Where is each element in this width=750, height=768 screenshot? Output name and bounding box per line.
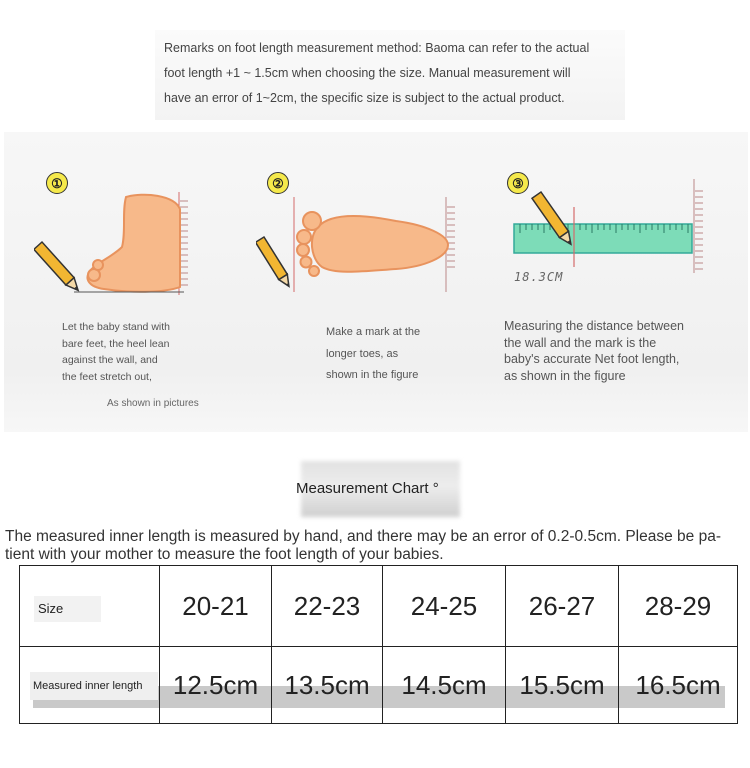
remarks-line-1: Remarks on foot length measurement method: Baoma can refer to the actual xyxy=(164,41,590,55)
length-label-cell xyxy=(20,647,160,724)
step-2-line-2: longer toes, as xyxy=(326,347,399,360)
size-value: 20-21 xyxy=(182,590,249,621)
chart-title: Measurement Chart ° xyxy=(296,480,439,497)
measurement-steps-panel xyxy=(4,132,748,432)
length-cell xyxy=(506,647,619,724)
size-value: 26-27 xyxy=(528,590,596,621)
size-value: 24-25 xyxy=(410,590,478,621)
step-2-badge: ② xyxy=(267,172,289,194)
size-cell xyxy=(506,566,619,647)
step-1-line-1: Let the baby stand with xyxy=(62,321,170,333)
step-1-badge: ① xyxy=(46,172,68,194)
ruler-reading: 18.3CM xyxy=(514,270,564,284)
size-cell xyxy=(272,566,383,647)
step-3-line-4: as shown in the figure xyxy=(504,368,626,383)
step-3-line-2: the wall and the mark is the xyxy=(504,335,657,350)
step-3-line-1: Measuring the distance between xyxy=(504,319,684,333)
length-cell xyxy=(160,647,272,724)
remarks-line-2: foot length +1 ~ 1.5cm when choosing the size. Manual measurement will xyxy=(164,66,571,80)
step-2-line-1: Make a mark at the xyxy=(326,326,421,338)
step-3-badge: ③ xyxy=(507,172,529,194)
length-value: 15.5cm xyxy=(519,669,605,700)
remarks-text xyxy=(164,36,624,111)
length-value: 16.5cm xyxy=(635,669,721,700)
step-2-text xyxy=(326,322,420,387)
length-cell xyxy=(619,647,738,724)
size-label: Size xyxy=(34,596,101,622)
step-1-line-3: against the wall, and xyxy=(62,354,158,366)
size-cell xyxy=(383,566,506,647)
step-1-caption: As shown in pictures xyxy=(107,398,199,409)
remarks-box xyxy=(155,30,625,120)
step-2-foot-illustration xyxy=(256,187,476,297)
length-label: Measured inner length xyxy=(30,672,158,700)
length-value: 13.5cm xyxy=(284,669,370,700)
measurement-note: The measured inner length is measured by hand, and there may be an error of 0.2-0.5cm. Please be pa-tient with your mother to measure the foot length of your babies. xyxy=(5,528,721,563)
length-row xyxy=(20,647,738,724)
length-cell xyxy=(383,647,506,724)
step-1-line-2: bare feet, the heel lean xyxy=(62,337,170,350)
size-value: 22-23 xyxy=(293,590,361,621)
step-1-text xyxy=(62,319,170,385)
step-3-line-3: baby's accurate Net foot length, xyxy=(504,352,680,366)
size-row xyxy=(20,566,738,647)
step-3-text xyxy=(504,318,684,384)
step-1-foot-illustration xyxy=(34,187,204,302)
length-value: 12.5cm xyxy=(172,669,259,700)
step-1-line-4: the feet stretch out, xyxy=(62,370,152,383)
step-2-line-3: shown in the figure xyxy=(326,369,419,381)
size-value: 28-29 xyxy=(644,590,712,621)
size-label-cell xyxy=(20,566,160,647)
size-cell xyxy=(160,566,272,647)
length-value: 14.5cm xyxy=(401,669,487,700)
size-table xyxy=(19,565,738,724)
length-cell xyxy=(272,647,383,724)
remarks-line-3: have an error of 1~2cm, the specific size is subject to the actual product. xyxy=(164,91,565,105)
size-cell xyxy=(619,566,738,647)
